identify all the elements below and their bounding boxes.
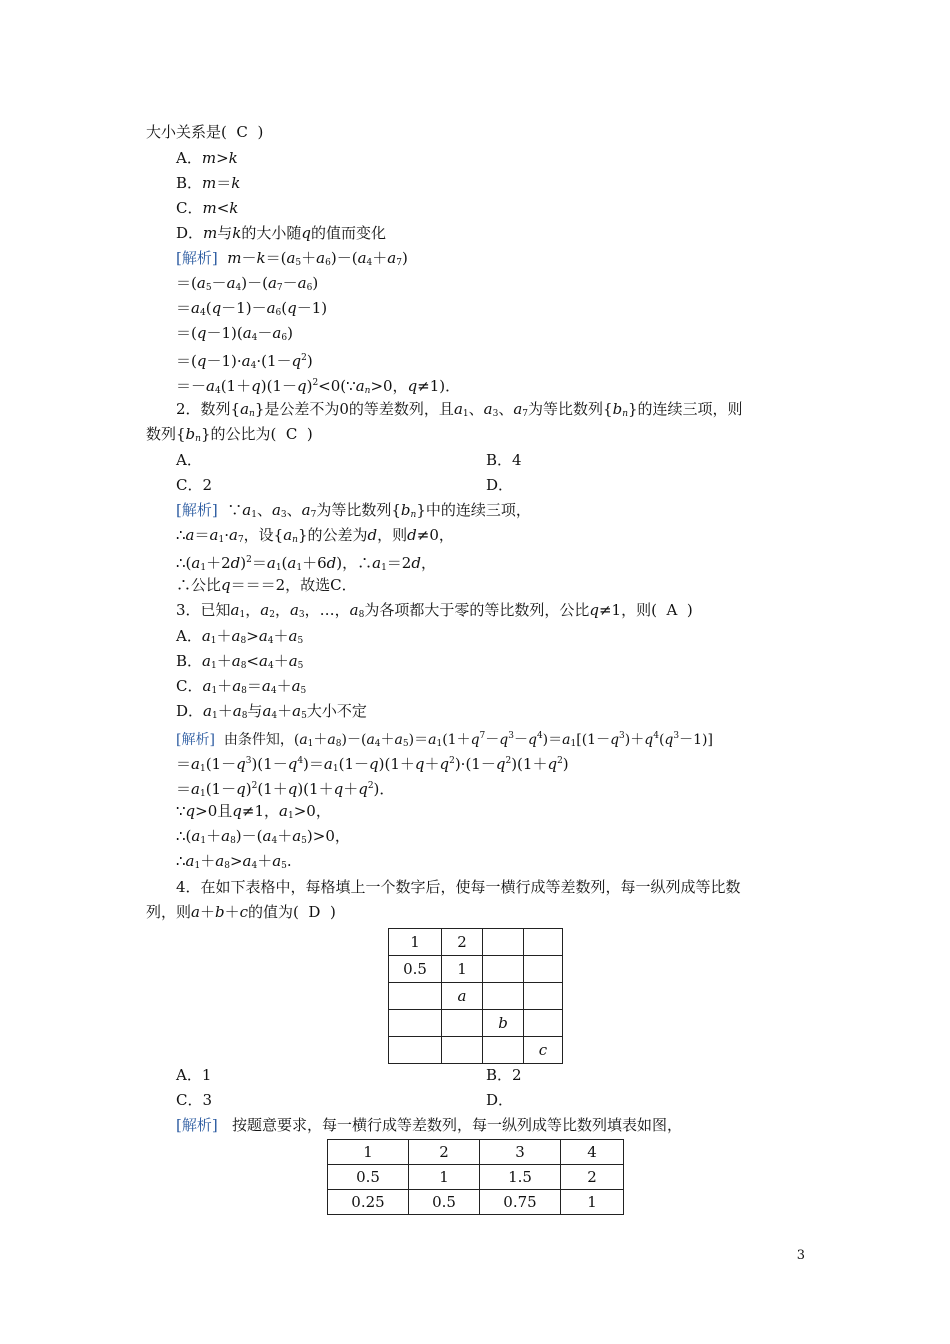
table-cell: 1 bbox=[409, 1165, 480, 1190]
table-cell bbox=[524, 1010, 563, 1037]
table-cell bbox=[442, 1037, 483, 1064]
table-cell bbox=[389, 1037, 442, 1064]
q3-option-d: D．$a_1+a_8$与$a_4+a_5$大小不定 bbox=[176, 702, 367, 721]
table-cell: 0.25 bbox=[328, 1190, 409, 1215]
q1-solution-line5: $=(q-1)\cdot a_4\cdot(1-q^2)$ bbox=[176, 352, 313, 371]
q4-option-c: C．3 bbox=[176, 1091, 213, 1109]
table-cell bbox=[483, 1037, 524, 1064]
q1-solution-line3: $=a_4(q-1)-a_6(q-1)$ bbox=[176, 299, 328, 318]
q2-option-d: D． bbox=[486, 476, 514, 494]
q3-solution-line4: ∵q>0且q≠1，$a_1>0$， bbox=[176, 802, 331, 821]
q2-solution-line4: ∴公比q＝＝＝2，故选C． bbox=[176, 576, 357, 594]
table-cell: 4 bbox=[561, 1140, 624, 1165]
q3-answer: A bbox=[666, 601, 678, 619]
q2-solution-line3: $\therefore(a_1+2d)^2=a_1(a_1+6d)$，$\therefore a_1=2d$， bbox=[176, 554, 436, 573]
table-cell bbox=[483, 929, 524, 956]
q4-question-table bbox=[388, 928, 563, 1064]
table-cell: a bbox=[442, 983, 483, 1010]
q1-answer: C bbox=[236, 123, 248, 141]
q2-stem-line1: 2．数列$\{a_n\}$是公差不为0的等差数列，且$a_1$、$a_3$、$a_7$为等比数列$\{b_n\}$的连续三项，则 bbox=[176, 400, 743, 419]
q4-stem-line1: 4．在如下表格中，每格填上一个数字后，使每一横行成等差数列，每一纵列成等比数 bbox=[176, 878, 741, 896]
table-cell bbox=[389, 983, 442, 1010]
q4-stem-line2: 列，则a＋b＋c的值为( D ) bbox=[146, 903, 336, 921]
q3-option-a: A．$a_1+a_8>a_4+a_5$ bbox=[176, 627, 304, 646]
table-cell bbox=[483, 983, 524, 1010]
q2-solution-line1: [解析] $\because a_1$、$a_3$、$a_7$为等比数列$\{b_n\}$中的连续三项， bbox=[176, 501, 531, 520]
table-cell: 1 bbox=[328, 1140, 409, 1165]
table-cell bbox=[524, 929, 563, 956]
q1-solution-line4: $=(q-1)(a_4-a_6)$ bbox=[176, 324, 293, 343]
q2-stem-line2: 数列$\{b_n\}$的公比为( C ) bbox=[146, 425, 313, 444]
q1-option-a: A．m>k bbox=[176, 149, 238, 167]
q2-option-b: B．4 bbox=[486, 451, 522, 469]
q3-option-b: B．$a_1+a_8<a_4+a_5$ bbox=[176, 652, 304, 671]
table-cell: 1 bbox=[561, 1190, 624, 1215]
q4-option-a: A．1 bbox=[176, 1066, 212, 1084]
table-cell: 0.5 bbox=[328, 1165, 409, 1190]
solution-tag: [解析] bbox=[176, 249, 218, 267]
q2-solution-line2: $\therefore a=a_1\cdot a_7$，设$\{a_n\}$的公差为d，则d≠0， bbox=[176, 526, 454, 545]
q3-solution-line6: $\therefore a_1+a_8>a_4+a_5$. bbox=[176, 852, 292, 871]
q4-option-b: B．2 bbox=[486, 1066, 522, 1084]
q3-solution-line3: $=a_1(1-q)^2(1+q)(1+q+q^2)$． bbox=[176, 780, 395, 799]
table-cell: 1 bbox=[442, 956, 483, 983]
q4-solution-line1: [解析] 按题意要求，每一横行成等差数列，每一纵列成等比数列填表如图， bbox=[176, 1116, 683, 1134]
q3-solution-line2: $=a_1(1-q^3)(1-q^4)=a_1(1-q)(1+q+q^2)\cdot(1-q^2)(1+q^2)$ bbox=[176, 755, 569, 774]
q4-answer-table bbox=[327, 1139, 624, 1215]
table-cell: 3 bbox=[480, 1140, 561, 1165]
q3-solution-line5: $\therefore(a_1+a_8)-(a_4+a_5)>0$， bbox=[176, 827, 350, 846]
table-cell: 0.5 bbox=[389, 956, 442, 983]
q1-solution-line2: $=(a_5-a_4)-(a_7-a_6)$ bbox=[176, 274, 319, 293]
table-cell bbox=[524, 956, 563, 983]
table-cell bbox=[483, 956, 524, 983]
table-cell: 2 bbox=[409, 1140, 480, 1165]
q3-solution-line1: [解析] 由条件知，$(a_1+a_8)-(a_4+a_5)=a_1(1+q^7-q^3-q^4)=a_1[(1-q^3)+q^4(q^3-1)]$ bbox=[176, 731, 713, 749]
table-cell bbox=[442, 1010, 483, 1037]
q3-option-c: C．$a_1+a_8=a_4+a_5$ bbox=[176, 677, 307, 696]
q2-option-c: C．2 bbox=[176, 476, 213, 494]
q1-stem: 大小关系是( C ) bbox=[146, 123, 264, 141]
q1-option-c: C．m<k bbox=[176, 199, 239, 217]
q2-answer: C bbox=[285, 425, 298, 443]
q3-stem: 3．已知$a_1$，$a_2$，$a_3$，…，$a_8$为各项都大于零的等比数列，公比q≠1，则( A ) bbox=[176, 601, 693, 620]
table-cell bbox=[524, 983, 563, 1010]
table-cell: c bbox=[524, 1037, 563, 1064]
table-cell bbox=[389, 1010, 442, 1037]
q4-option-d: D． bbox=[486, 1091, 514, 1109]
q4-answer: D bbox=[308, 903, 321, 921]
table-cell: 1 bbox=[389, 929, 442, 956]
q2-option-a: A． bbox=[176, 451, 202, 469]
q1-solution-line6: $=-a_4(1+q)(1-q)^2<0(\because a_n>0$，q≠1)． bbox=[176, 377, 461, 396]
table-cell: 0.75 bbox=[480, 1190, 561, 1215]
q1-option-d: D．m与k的大小随q的值而变化 bbox=[176, 224, 387, 242]
table-cell: 1.5 bbox=[480, 1165, 561, 1190]
table-cell: 2 bbox=[442, 929, 483, 956]
q1-option-b: B．m＝k bbox=[176, 174, 241, 192]
page-number: 3 bbox=[796, 1248, 805, 1263]
table-cell: b bbox=[483, 1010, 524, 1037]
q1-solution-line1: [解析] $m-k=(a_5+a_6)-(a_4+a_7)$ bbox=[176, 249, 408, 268]
table-cell: 2 bbox=[561, 1165, 624, 1190]
table-cell: 0.5 bbox=[409, 1190, 480, 1215]
